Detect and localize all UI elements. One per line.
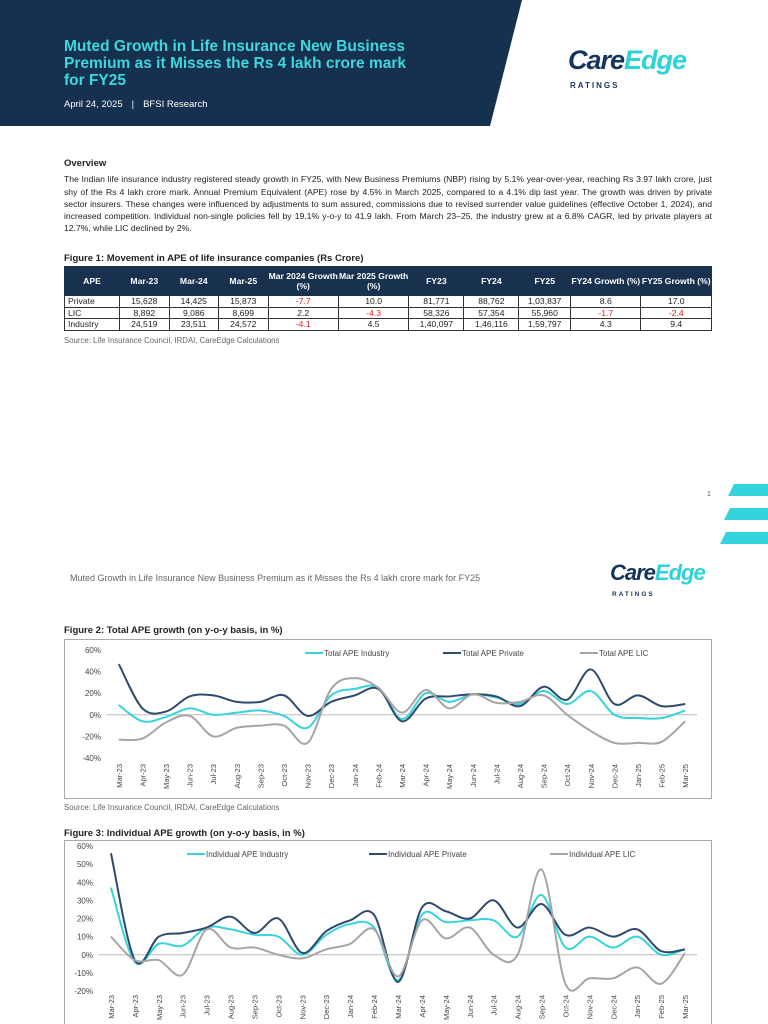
table-row bbox=[65, 296, 712, 308]
col-header: FY25 bbox=[519, 267, 571, 296]
table-cell: 1,40,097 bbox=[409, 319, 464, 331]
figure1-title: Figure 1: Movement in APE of life insurance companies (Rs Crore) bbox=[64, 253, 364, 264]
y-tick-label: 0% bbox=[89, 710, 101, 720]
table-cell: 9,086 bbox=[169, 307, 219, 319]
table-cell: 24,519 bbox=[120, 319, 170, 331]
col-header: Mar-25 bbox=[219, 267, 269, 296]
x-tick-label: Dec-23 bbox=[322, 995, 332, 1020]
x-tick-label: Sep-23 bbox=[250, 995, 260, 1020]
table-cell: 8.6 bbox=[571, 296, 641, 308]
table-cell: -2.4 bbox=[641, 307, 712, 319]
x-tick-label: Feb-24 bbox=[370, 995, 380, 1019]
col-header: Mar 2024 Growth (%) bbox=[268, 267, 338, 296]
table-cell: 1,59,797 bbox=[519, 319, 571, 331]
y-tick-label: 60% bbox=[84, 646, 101, 655]
y-tick-label: 20% bbox=[76, 914, 93, 924]
x-tick-label: Oct-23 bbox=[274, 995, 284, 1018]
table-cell: 81,771 bbox=[409, 296, 464, 308]
overview-section bbox=[64, 158, 712, 235]
x-tick-label: Oct-24 bbox=[563, 764, 573, 787]
x-tick-label: Nov-23 bbox=[298, 995, 308, 1020]
y-tick-label: -20% bbox=[74, 987, 93, 996]
table-row bbox=[65, 307, 712, 319]
x-tick-label: Apr-24 bbox=[417, 995, 427, 1018]
table-cell: -4.1 bbox=[268, 319, 338, 331]
y-tick-label: 50% bbox=[76, 860, 93, 870]
table-cell: 24,572 bbox=[219, 319, 269, 331]
decorative-stripes bbox=[720, 484, 768, 548]
legend-label: Individual APE LIC bbox=[569, 850, 636, 859]
table-cell: 8,699 bbox=[219, 307, 269, 319]
table-cell: 1,03,837 bbox=[519, 296, 571, 308]
logo-care: Care bbox=[610, 560, 655, 585]
x-tick-label: Sep-24 bbox=[539, 764, 549, 789]
x-tick-label: Jul-23 bbox=[202, 995, 212, 1016]
x-tick-label: Jan-25 bbox=[634, 764, 643, 787]
legend-label: Individual APE Industry bbox=[206, 850, 289, 859]
x-tick-label: May-24 bbox=[441, 995, 451, 1021]
x-tick-label: Jul-23 bbox=[209, 764, 219, 785]
report-date: April 24, 2025 bbox=[64, 99, 123, 110]
y-tick-label: -40% bbox=[82, 754, 101, 763]
table-cell: 58,326 bbox=[409, 307, 464, 319]
overview-text: The Indian life insurance industry registered steady growth in FY25, with New Business Premiums (NBP) rising by 5.1% year-over-year, reaching Rs 3.97 lakh crore, just shy of the Rs 4 lakh crore mark. Annual Premium Equivalent (APE) rose by 4.5% in March 2025, compared to a 4.1% dip last year. The growth was driven by private sector insurers. These changes were influenced by adjustments to sum assured, commissions due to revised surrender value guidelines (effective October 1, 2024), and increased competition. Individual non-single policies fell by 19.1% y-o-y to 41.9 lakh. From March 23–25, the industry grew at a 6.8% CAGR, led by private players at 12.7%, while LIC declined by 2%. bbox=[64, 174, 712, 234]
y-tick-label: 20% bbox=[84, 689, 101, 699]
figure3-title: Figure 3: Individual APE growth (on y-o-y basis, in %) bbox=[64, 828, 305, 839]
logo-edge: Edge bbox=[624, 45, 687, 75]
figure1-source: Source: Life Insurance Council, IRDAI, CareEdge Calculations bbox=[64, 336, 280, 345]
x-tick-label: Nov-23 bbox=[303, 764, 313, 789]
page-number: 1 bbox=[707, 491, 711, 498]
x-tick-label: Apr-23 bbox=[130, 995, 140, 1018]
title-line-3: for FY25 bbox=[64, 72, 127, 89]
col-header: APE bbox=[65, 267, 120, 296]
title-line-1: Muted Growth in Life Insurance New Business bbox=[64, 38, 406, 55]
table-cell: 15,628 bbox=[120, 296, 170, 308]
x-tick-label: Feb-24 bbox=[374, 764, 384, 788]
figure2-svg bbox=[65, 640, 711, 798]
table-header-row bbox=[65, 267, 712, 296]
table-cell: 55,960 bbox=[519, 307, 571, 319]
col-header: Mar-23 bbox=[120, 267, 170, 296]
table-cell: 2.2 bbox=[268, 307, 338, 319]
table-cell: 10.0 bbox=[338, 296, 408, 308]
table-cell: Industry bbox=[65, 319, 120, 331]
y-tick-label: 40% bbox=[76, 878, 93, 888]
x-tick-label: Mar-24 bbox=[394, 995, 403, 1019]
logo-ratings: RATINGS bbox=[570, 81, 620, 90]
overview-heading: Overview bbox=[64, 158, 107, 169]
x-tick-label: May-24 bbox=[445, 764, 455, 790]
figure2-source: Source: Life Insurance Council, IRDAI, CareEdge Calculations bbox=[64, 803, 280, 812]
table-cell: 1,46,116 bbox=[464, 319, 519, 331]
ape-table bbox=[64, 266, 712, 331]
col-header: Mar-24 bbox=[169, 267, 219, 296]
series-line-2 bbox=[111, 853, 685, 982]
y-tick-label: 30% bbox=[76, 896, 93, 906]
col-header: FY24 Growth (%) bbox=[571, 267, 641, 296]
table-cell: -7.7 bbox=[268, 296, 338, 308]
y-tick-label: 60% bbox=[76, 842, 93, 851]
x-tick-label: Aug-23 bbox=[226, 995, 236, 1020]
legend-label: Total APE Private bbox=[462, 649, 524, 658]
col-header: FY24 bbox=[464, 267, 519, 296]
x-tick-label: Dec-24 bbox=[609, 995, 619, 1020]
x-tick-label: Jun-24 bbox=[465, 995, 475, 1018]
x-tick-label: Jun-24 bbox=[468, 764, 478, 787]
x-tick-label: Nov-24 bbox=[585, 995, 595, 1020]
x-tick-label: Aug-24 bbox=[513, 995, 523, 1020]
x-tick-label: Dec-23 bbox=[327, 764, 337, 789]
x-tick-label: Apr-24 bbox=[421, 764, 431, 787]
x-tick-label: Mar-25 bbox=[681, 764, 691, 788]
figure2-title: Figure 2: Total APE growth (on y-o-y basis, in %) bbox=[64, 625, 283, 636]
x-tick-label: Jan-24 bbox=[350, 764, 360, 787]
x-tick-label: May-23 bbox=[162, 764, 171, 790]
col-header: FY25 Growth (%) bbox=[641, 267, 712, 296]
careedge-logo bbox=[568, 46, 686, 100]
figure3-svg bbox=[65, 841, 711, 1024]
x-tick-label: Apr-23 bbox=[138, 764, 148, 787]
x-tick-label: Jun-23 bbox=[178, 995, 188, 1018]
x-tick-label: Feb-25 bbox=[657, 995, 667, 1019]
x-tick-label: Aug-24 bbox=[516, 764, 525, 789]
x-tick-label: Dec-24 bbox=[610, 764, 620, 789]
y-tick-label: -20% bbox=[82, 732, 101, 742]
table-cell: 8,892 bbox=[120, 307, 170, 319]
x-tick-label: Jun-23 bbox=[185, 764, 195, 787]
table-cell: 15,873 bbox=[219, 296, 269, 308]
y-tick-label: 40% bbox=[84, 667, 101, 677]
table-cell: 57,354 bbox=[464, 307, 519, 319]
x-tick-label: Jul-24 bbox=[489, 995, 499, 1016]
logo-edge: Edge bbox=[654, 560, 705, 585]
x-tick-label: Feb-25 bbox=[657, 764, 667, 788]
figure2-chart bbox=[64, 639, 712, 799]
x-tick-label: Nov-24 bbox=[586, 764, 596, 789]
x-tick-label: Aug-23 bbox=[232, 764, 242, 789]
x-tick-label: Mar-23 bbox=[114, 764, 124, 788]
table-cell: 23,511 bbox=[169, 319, 219, 331]
page2-running-header: Muted Growth in Life Insurance New Business Premium as it Misses the Rs 4 lakh crore mark for FY25 bbox=[70, 573, 481, 583]
table-cell: LIC bbox=[65, 307, 120, 319]
table-cell: 17.0 bbox=[641, 296, 712, 308]
figure3-chart bbox=[64, 840, 712, 1024]
x-tick-label: Oct-24 bbox=[561, 995, 571, 1018]
report-meta bbox=[64, 99, 208, 110]
y-tick-label: -10% bbox=[74, 968, 93, 978]
x-tick-label: Jan-25 bbox=[633, 995, 643, 1018]
legend-label: Total APE LIC bbox=[599, 649, 649, 658]
table-cell: 4.3 bbox=[571, 319, 641, 331]
x-tick-label: May-23 bbox=[154, 995, 164, 1021]
report-title bbox=[64, 38, 444, 89]
logo-care: Care bbox=[568, 45, 625, 75]
x-tick-label: Sep-23 bbox=[256, 764, 266, 789]
table-cell: 9.4 bbox=[641, 319, 712, 331]
col-header: FY23 bbox=[409, 267, 464, 296]
report-category: BFSI Research bbox=[143, 99, 208, 110]
y-tick-label: 10% bbox=[76, 932, 93, 942]
x-tick-label: Sep-24 bbox=[537, 995, 547, 1020]
careedge-logo-small bbox=[610, 562, 705, 606]
col-header: Mar 2025 Growth (%) bbox=[338, 267, 408, 296]
logo-ratings: RATINGS bbox=[612, 591, 655, 598]
x-tick-label: Mar-25 bbox=[681, 995, 691, 1019]
table-cell: Private bbox=[65, 296, 120, 308]
x-tick-label: Mar-24 bbox=[398, 764, 407, 788]
meta-separator: | bbox=[131, 99, 135, 110]
table-cell: -4.3 bbox=[338, 307, 408, 319]
x-tick-label: Jan-24 bbox=[346, 995, 356, 1018]
table-cell: 14,425 bbox=[169, 296, 219, 308]
table-row bbox=[65, 319, 712, 331]
table-cell: 88,762 bbox=[464, 296, 519, 308]
series-line-1 bbox=[111, 888, 685, 981]
y-tick-label: 0% bbox=[81, 950, 93, 960]
legend-label: Total APE Industry bbox=[324, 649, 390, 658]
title-line-2: Premium as it Misses the Rs 4 lakh crore mark bbox=[64, 55, 407, 72]
table-cell: 4.5 bbox=[338, 319, 408, 331]
x-tick-label: Jul-24 bbox=[492, 764, 502, 785]
legend-label: Individual APE Private bbox=[388, 850, 467, 859]
x-tick-label: Mar-23 bbox=[106, 995, 116, 1019]
table-cell: -1.7 bbox=[571, 307, 641, 319]
x-tick-label: Oct-23 bbox=[280, 764, 289, 787]
